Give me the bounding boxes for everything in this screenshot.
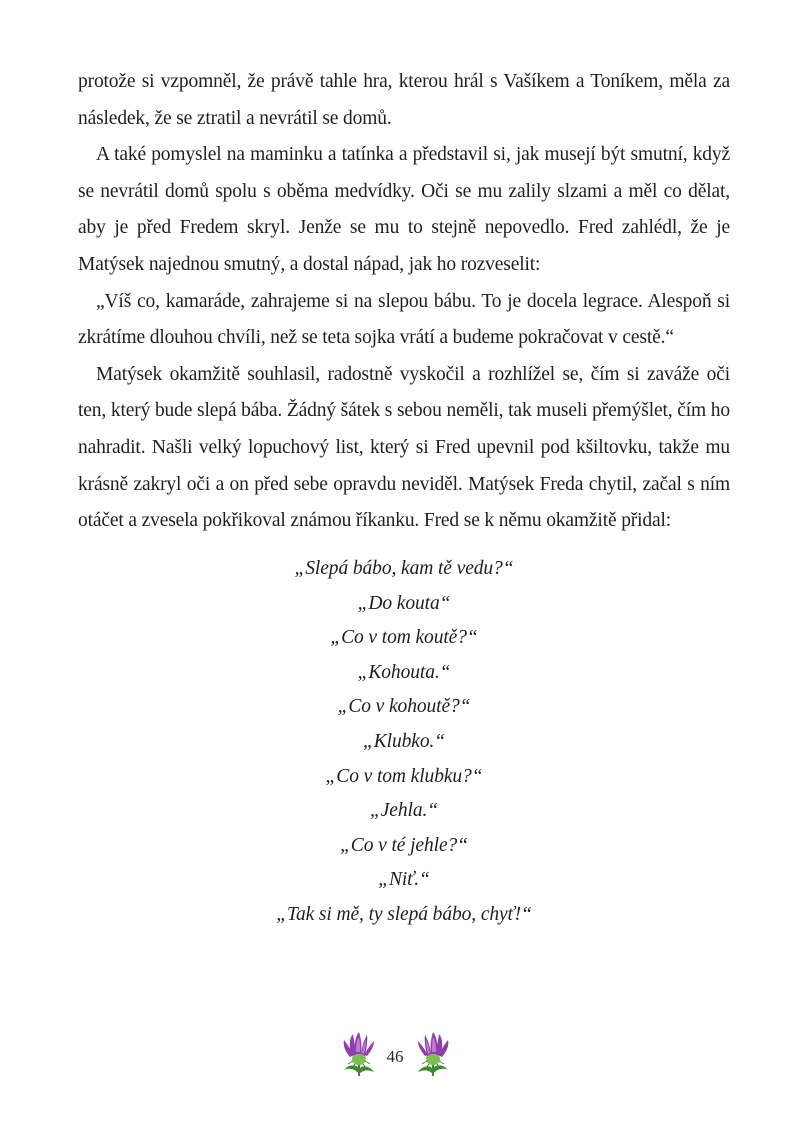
thistle-icon bbox=[336, 1030, 382, 1078]
rhyme-line: „Kohouta.“ bbox=[357, 661, 451, 683]
rhyme-line: „Co v té jehle?“ bbox=[340, 834, 468, 856]
prose-body bbox=[78, 64, 730, 540]
thistle-icon bbox=[410, 1030, 456, 1078]
rhyme-line: „Co v tom klubku?“ bbox=[325, 765, 483, 787]
rhyme-block bbox=[0, 552, 808, 933]
paragraph: A také pomyslel na maminku a tatínka a představil si, jak musejí být smutní, když se nevrátil domů spolu s oběma medvídky. Oči se mu zalily slzami a měl co dělat, aby je před Fredem skryl. Jenže se mu to stejně nepovedlo. Fred zahlédl, že je Matýsek najednou smutný, a dostal nápad, jak ho rozveselit: bbox=[78, 144, 730, 275]
page-number: 46 bbox=[386, 1047, 404, 1066]
rhyme-line: „Co v kohoutě?“ bbox=[337, 696, 471, 718]
rhyme-line: „Tak si mě, ty slepá bábo, chyť!“ bbox=[276, 903, 532, 925]
paragraph: protože si vzpomněl, že právě tahle hra, kterou hrál s Vašíkem a Toníkem, měla za následek, že se ztratil a nevrátil se domů. bbox=[78, 71, 730, 129]
rhyme-line: „Do kouta“ bbox=[357, 592, 451, 614]
rhyme-line: „Co v tom koutě?“ bbox=[330, 627, 478, 649]
paragraph: „Víš co, kamaráde, zahrajeme si na slepou bábu. To je docela legrace. Alespoň si zkrátíme dlouhou chvíli, než se teta sojka vrátí a budeme pokračovat v cestě.“ bbox=[78, 290, 730, 349]
paragraph: Matýsek okamžitě souhlasil, radostně vyskočil a rozhlížel se, čím si zaváže oči ten, který bude slepá bába. Žádný šátek s sebou neměli, tak museli přemýšlet, čím ho nahradit. Našli velký lopuchový list, který si Fred upevnil pod kšiltovku, takže mu krásně zakryl oči a on před sebe opravdu neviděl. Matýsek Freda chytil, začal s ním otáčet a zvesela pokřikoval známou říkanku. Fred se k němu okamžitě přidal: bbox=[78, 363, 730, 532]
page-footer bbox=[0, 1030, 808, 1078]
rhyme-line: „Jehla.“ bbox=[370, 800, 438, 822]
rhyme-line: „Niť.“ bbox=[378, 869, 430, 891]
rhyme-line: „Slepá bábo, kam tě vedu?“ bbox=[294, 558, 514, 579]
rhyme-line: „Klubko.“ bbox=[363, 730, 445, 752]
